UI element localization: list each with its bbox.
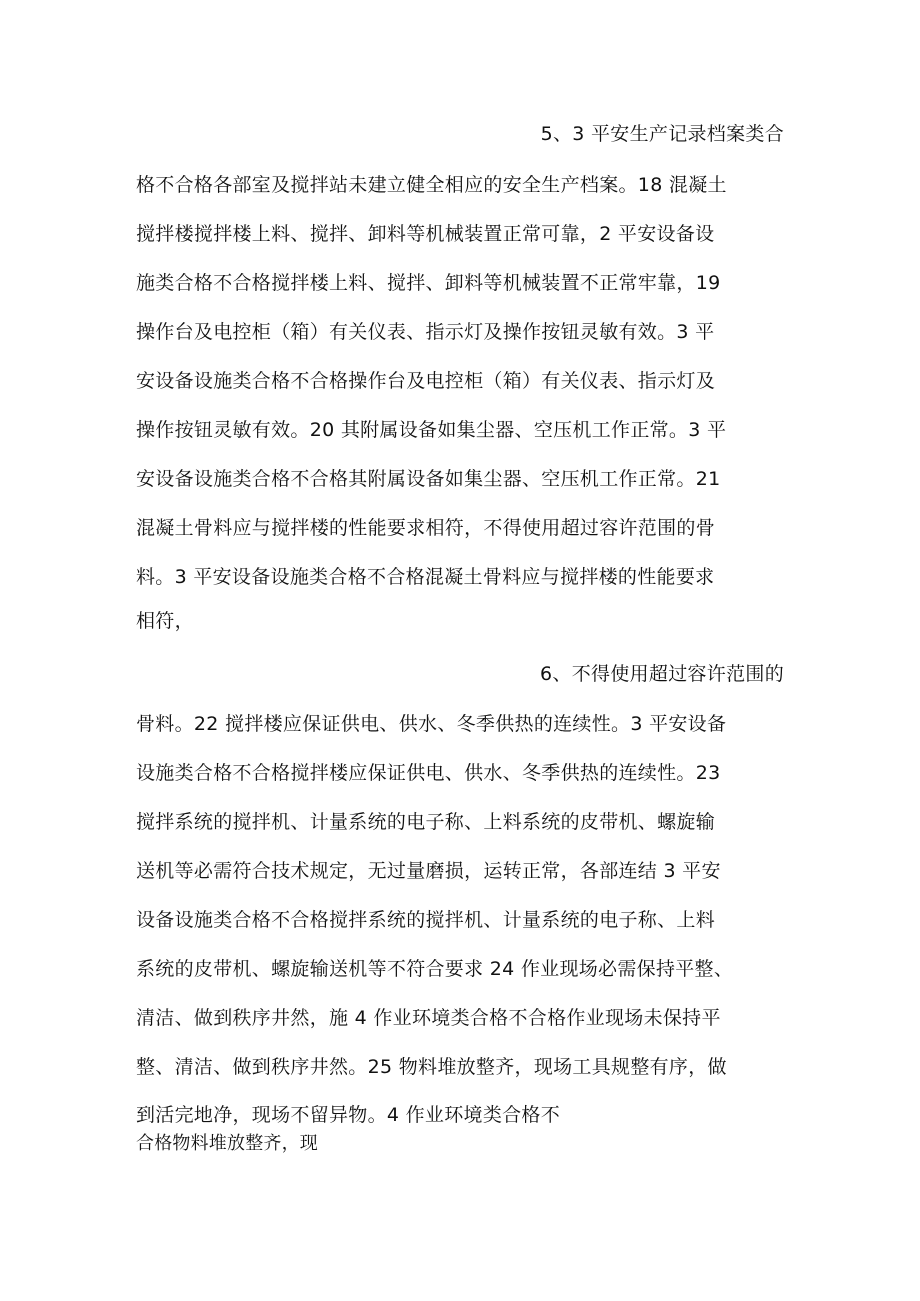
paragraph-line: 安设备设施类合格不合格操作台及电控柜（箱）有关仪表、指示灯及 bbox=[136, 370, 716, 392]
paragraph-line: 搅拌系统的搅拌机、计量系统的电子称、上料系统的皮带机、螺旋输 bbox=[136, 811, 716, 833]
section-5-heading: 5、3 平安生产记录档案类合 bbox=[540, 123, 784, 145]
paragraph-line: 相符， bbox=[136, 610, 194, 632]
paragraph-line: 料。3 平安设备设施类合格不合格混凝土骨料应与搅拌楼的性能要求 bbox=[136, 566, 715, 588]
paragraph-line: 骨料。22 搅拌楼应保证供电、供水、冬季供热的连续性。3 平安设备 bbox=[136, 713, 727, 735]
paragraph-line: 设施类合格不合格搅拌楼应保证供电、供水、冬季供热的连续性。23 bbox=[136, 762, 721, 784]
paragraph-line: 整、清洁、做到秩序井然。25 物料堆放整齐，现场工具规整有序，做 bbox=[136, 1056, 727, 1078]
paragraph-line: 格不合格各部室及搅拌站未建立健全相应的安全生产档案。18 混凝土 bbox=[136, 174, 727, 196]
paragraph-line: 操作按钮灵敏有效。20 其附属设备如集尘器、空压机工作正常。3 平 bbox=[136, 419, 727, 441]
paragraph-line: 送机等必需符合技术规定，无过量磨损，运转正常，各部连结 3 平安 bbox=[136, 860, 721, 882]
paragraph-line: 操作台及电控柜（箱）有关仪表、指示灯及操作按钮灵敏有效。3 平 bbox=[136, 321, 715, 343]
paragraph-line: 系统的皮带机、螺旋输送机等不符合要求 24 作业现场必需保持平整、 bbox=[136, 958, 734, 980]
paragraph-line: 搅拌楼搅拌楼上料、搅拌、卸料等机械装置正常可靠，2 平安设备设 bbox=[136, 223, 715, 245]
paragraph-line: 到活完地净，现场不留异物。4 作业环境类合格不 bbox=[136, 1104, 561, 1126]
paragraph-line: 混凝土骨料应与搅拌楼的性能要求相符，不得使用超过容许范围的骨 bbox=[136, 517, 716, 539]
paragraph-line: 施类合格不合格搅拌楼上料、搅拌、卸料等机械装置不正常牢靠，19 bbox=[136, 272, 721, 294]
trailing-fragment-line: 合格物料堆放整齐，现 bbox=[136, 1133, 318, 1154]
section-6-heading: 6、不得使用超过容许范围的 bbox=[540, 663, 784, 685]
paragraph-line: 清洁、做到秩序井然，施 4 作业环境类合格不合格作业现场未保持平 bbox=[136, 1007, 721, 1029]
paragraph-line: 设备设施类合格不合格搅拌系统的搅拌机、计量系统的电子称、上料 bbox=[136, 909, 716, 931]
paragraph-line: 安设备设施类合格不合格其附属设备如集尘器、空压机工作正常。21 bbox=[136, 468, 721, 490]
